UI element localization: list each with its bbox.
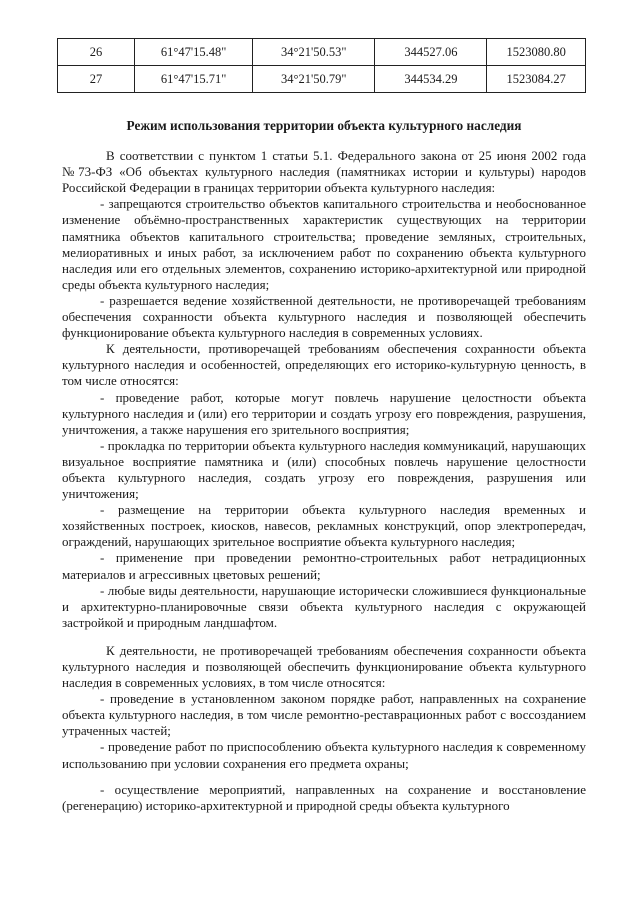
table-row [58, 39, 586, 66]
intro-paragraph: В соответствии с пунктом 1 статьи 5.1. Федерального закона от 25 июня 2002 года №73-ФЗ «Об объектах культурного наследия (памятниках истории и культуры) народов Российской Федерации в границах территории объекта культурного наследия: [62, 148, 586, 196]
contrary-activities-paragraph: К деятельности, противоречащей требованиям обеспечения сохранности объекта культурного наследия и особенностей, определяющих его историко-культурную ценность, в том числе относятся: [62, 341, 586, 389]
list-item: - проведение работ по приспособлению объекта культурного наследия к современному использованию при условии сохранения его предмета охраны; [62, 739, 586, 771]
allowed-activities-paragraph: К деятельности, не противоречащей требованиям обеспечения сохранности объекта культурного наследия и позволяющей обеспечить функционирование объекта культурного наследия в современных условиях, в том числе относятся: [62, 642, 586, 691]
y-coordinate-cell: 1523080.80 [487, 39, 586, 66]
document-body [62, 118, 586, 814]
y-coordinate-cell: 1523084.27 [487, 66, 586, 93]
latitude-cell: 61°47'15.71" [135, 66, 253, 93]
list-item: - проведение в установленном законом порядке работ, направленных на сохранение объекта культурного наследия, в том числе ремонтно-реставрационных работ с воссозданием утраченных частей; [62, 691, 586, 739]
list-item: - запрещаются строительство объектов капитального строительства и необоснованное изменение объёмно-пространственных характеристик существующих на территории памятника объектов капитального строительства; проведение земляных, строительных, мелиоративных и иных работ, за исключением работ по сохранению объекта культурного наследия или его отдельных элементов, сохранению историко-архитектурной или природной среды объекта культурного наследия; [62, 196, 586, 292]
list-item: - размещение на территории объекта культурного наследия временных и хозяйственных построек, киосков, навесов, рекламных конструкций, опор электропередач, ограждений, нарушающих зрительное восприятие объекта культурного наследия; [62, 502, 586, 550]
longitude-cell: 34°21'50.53" [253, 39, 375, 66]
list-item: - разрешается ведение хозяйственной деятельности, не противоречащей требованиям обеспечения сохранности объекта культурного наследия и позволяющей обеспечить функционирование объекта культурного наследия в современных условиях. [62, 292, 586, 341]
longitude-cell: 34°21'50.79" [253, 66, 375, 93]
point-number: 27 [58, 66, 135, 93]
list-item: - любые виды деятельности, нарушающие исторически сложившиеся функциональные и архитектурно-планировочные связи объекта культурного наследия с окружающей застройкой и природным ландшафтом. [62, 582, 586, 630]
latitude-cell: 61°47'15.48" [135, 39, 253, 66]
point-number: 26 [58, 39, 135, 66]
x-coordinate-cell: 344534.29 [375, 66, 487, 93]
list-item: - осуществление мероприятий, направленных на сохранение и восстановление (регенерацию) историко-архитектурной и природной среды объекта культурного [62, 781, 586, 813]
coordinates-table [57, 38, 586, 93]
x-coordinate-cell: 344527.06 [375, 39, 487, 66]
list-item: - проведение работ, которые могут повлечь нарушение целостности объекта культурного наследия и (или) его территории и создать угрозу его повреждения, разрушения, уничтожения, а также нарушения его зрительного восприятия; [62, 389, 586, 437]
section-heading: Режим использования территории объекта культурного наследия [126, 118, 522, 133]
list-item: - прокладка по территории объекта культурного наследия коммуникаций, нарушающих визуальное восприятие памятника и (или) способных повлечь нарушение целостности объекта культурного наследия, создать угрозу его повреждения, разрушения или уничтожения; [62, 437, 586, 502]
table-row [58, 66, 586, 93]
list-item: - применение при проведении ремонтно-строительных работ нетрадиционных материалов и агрессивных цветовых решений; [62, 550, 586, 582]
